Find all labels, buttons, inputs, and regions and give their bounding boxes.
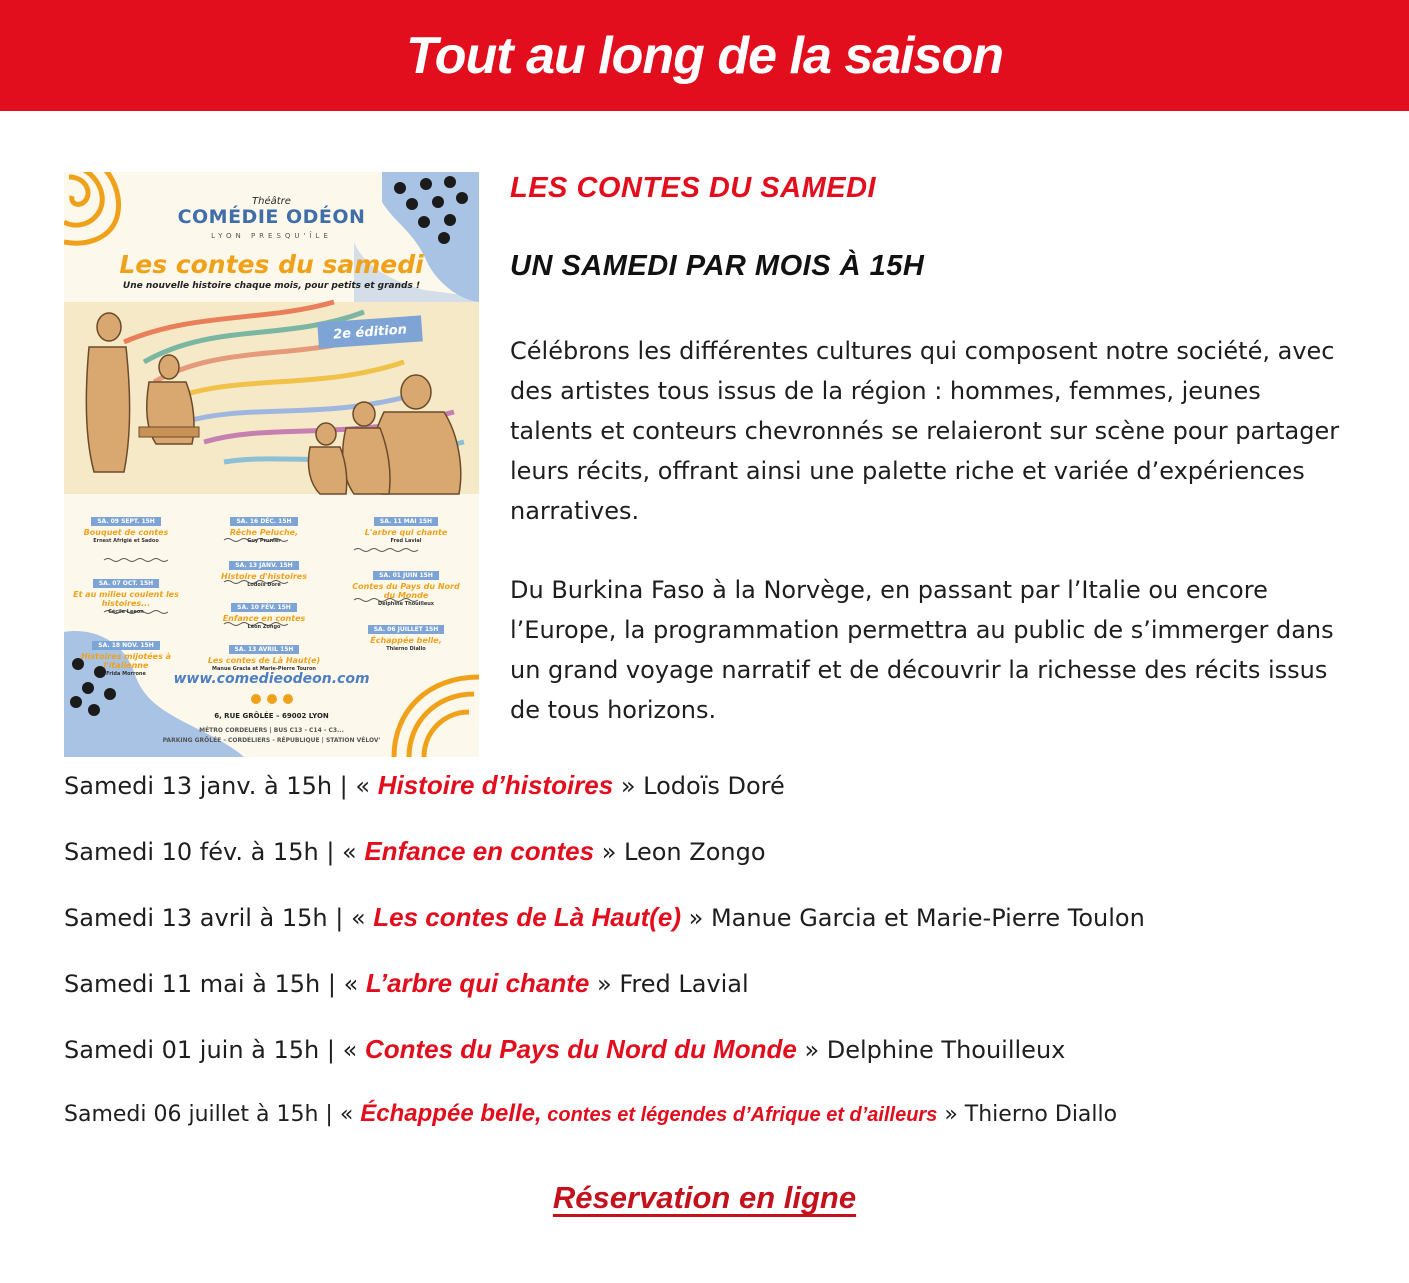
poster-venue: COMÉDIE ODÉON bbox=[177, 206, 366, 228]
event-title: Échappée belle, bbox=[360, 1100, 542, 1127]
event-line bbox=[64, 770, 785, 801]
poster-event: SA. 07 OCT. 15H Et au milieu coulent les histoires... Cécile Leeon bbox=[73, 580, 179, 615]
event-title-extra: contes et légendes d’Afrique et d’ailleurs bbox=[541, 1104, 938, 1126]
poster-city: LYON PRESQU'ÎLE bbox=[211, 232, 332, 240]
poster-parking: PARKING GRÔLÉE - CORDELIERS - RÉPUBLIQUE | STATION VÉLOV' bbox=[162, 737, 381, 744]
event-title: L’arbre qui chante bbox=[365, 968, 590, 998]
poster-event: SA. 09 SEPT. 15H Bouquet de contes Ernest Afrigié et Sadoo bbox=[83, 518, 169, 544]
event-title: Contes du Pays du Nord du Monde bbox=[364, 1034, 797, 1064]
event-date: Samedi 10 fév. à 15h | « bbox=[64, 838, 365, 866]
reservation-section bbox=[0, 1180, 1409, 1216]
event-line bbox=[64, 1034, 1065, 1065]
event-artist: » Leon Zongo bbox=[594, 838, 766, 866]
event-line bbox=[64, 1100, 1117, 1128]
poster-edition-badge: 2e édition bbox=[317, 315, 423, 348]
reservation-link[interactable]: Réservation en ligne bbox=[552, 1180, 857, 1215]
poster-event: SA. 18 NOV. 15H Histoires mijotées à l'italienne Frida Morrone bbox=[80, 642, 172, 677]
event-date: Samedi 13 avril à 15h | « bbox=[64, 904, 374, 932]
poster-event: SA. 10 FÉV. 15H Enfance en contes Léon Zongo bbox=[222, 604, 306, 630]
event-date: Samedi 13 janv. à 15h | « bbox=[64, 772, 378, 800]
schedule-heading: UN SAMEDI PAR MOIS À 15H bbox=[510, 250, 925, 282]
event-date: Samedi 01 juin à 15h | « bbox=[64, 1036, 365, 1064]
poster-event: SA. 16 DÉC. 15H Rêche Peluche, Guy Prunier bbox=[229, 518, 299, 544]
poster-subtitle: Une nouvelle histoire chaque mois, pour petits et grands ! bbox=[122, 281, 421, 291]
event-poster bbox=[64, 172, 479, 757]
event-date: Samedi 06 juillet à 15h | « bbox=[64, 1102, 361, 1127]
poster-event: SA. 01 JUIN 15H Contes du Pays du Nord du Monde Delphine Thouilleux bbox=[352, 572, 460, 607]
event-line bbox=[64, 968, 749, 999]
poster-event: SA. 13 JANV. 15H Histoire d'histoires Lodoïs Doré bbox=[221, 562, 307, 588]
event-artist: » Delphine Thouilleux bbox=[796, 1036, 1066, 1064]
poster-title: Les contes du samedi bbox=[119, 250, 424, 279]
event-title: Les contes de Là Haut(e) bbox=[373, 902, 682, 932]
poster-theatre: Théâtre bbox=[252, 196, 291, 207]
header-banner bbox=[0, 0, 1409, 111]
banner-title: Tout au long de la saison bbox=[405, 26, 1004, 85]
event-title: Histoire d’histoires bbox=[377, 770, 614, 800]
poster-event: SA. 06 JUILLET 15H Échappée belle, Thierno Diallo bbox=[346, 616, 466, 652]
poster-event: SA. 11 MAI 15H L'arbre qui chante Fred Lavial bbox=[364, 518, 448, 544]
event-artist: » Manue Garcia et Marie-Pierre Toulon bbox=[681, 904, 1145, 932]
description-paragraph: Célébrons les différentes cultures qui composent notre société, avec des artistes tous issus de la région : hommes, femmes, jeunes talents et conteurs chevronnés se relaieront sur scène pour partager leurs récits, offrant ainsi une palette riche et variée d’expériences narratives. bbox=[510, 337, 1340, 525]
description-paragraph: Du Burkina Faso à la Norvège, en passant par l’Italie ou encore l’Europe, la programmation permettra au public de s’immerger dans un grand voyage narratif et de découvrir la richesse des récits issus de tous horizons. bbox=[510, 576, 1334, 724]
event-line bbox=[64, 836, 766, 867]
poster-event: SA. 13 AVRIL 15H Les contes de Là Haut(e) Manue Gracia et Marie-Pierre Touron bbox=[207, 646, 321, 672]
event-title: Enfance en contes bbox=[364, 836, 595, 866]
event-line bbox=[64, 902, 1145, 933]
event-artist: » Fred Lavial bbox=[589, 970, 749, 998]
event-date: Samedi 11 mai à 15h | « bbox=[64, 970, 366, 998]
event-artist: » Lodoïs Doré bbox=[613, 772, 785, 800]
poster-address: 6, RUE GRÔLÉE – 69002 LYON bbox=[214, 712, 329, 720]
section-heading: LES CONTES DU SAMEDI bbox=[510, 172, 877, 204]
event-artist: » Thierno Diallo bbox=[937, 1102, 1118, 1127]
poster-website: www.comedieodeon.com bbox=[173, 671, 370, 687]
poster-metro: MÉTRO CORDELIERS | BUS C13 - C14 - C3... bbox=[199, 727, 344, 734]
